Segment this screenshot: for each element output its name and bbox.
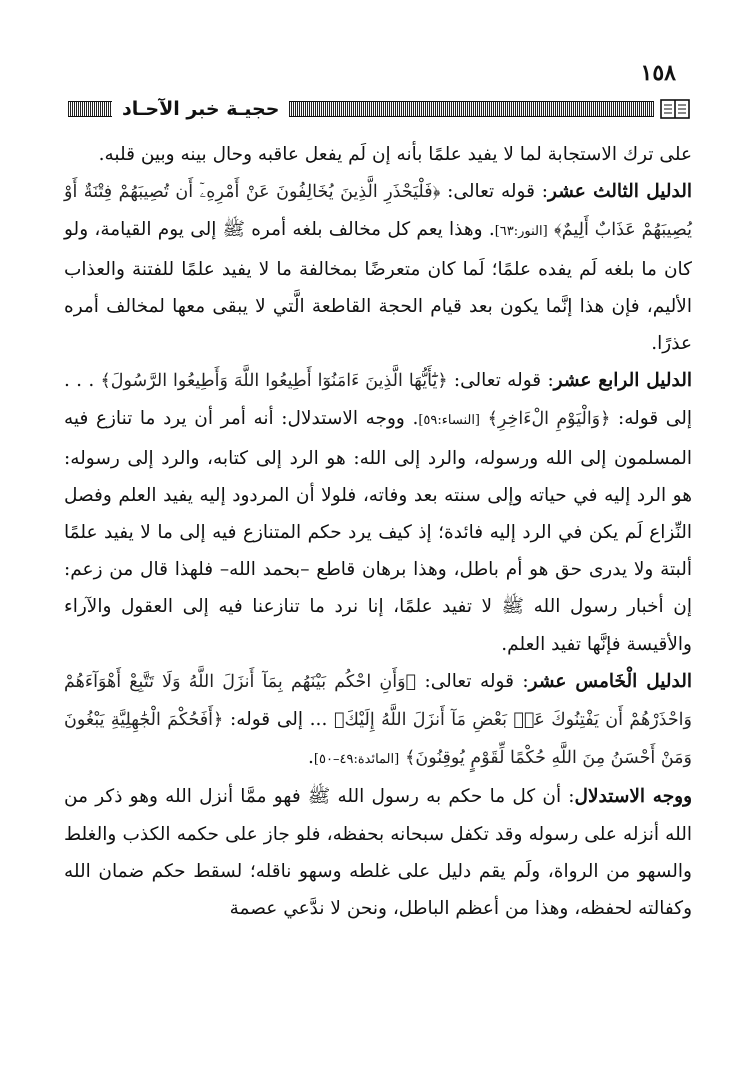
verse-reference: [النور:٦٣] [494,224,548,240]
paragraph-text: . ووجه الاستدلال: أنه أمر أن يرد ما تنازع فيه المسلمون إلى الله ورسوله، والرد إلى الله: هو الرد إلى كتابه، والرد إلى رسوله: هو الرد إليه في حياته وإلى سنته بعد وفاته، فلولا أن المردود إليه يفيد العلم وفصل النِّزاع لَم يكن في الرد إليه فائدة؛ إذ كيف يرد حكم المتنازع فيه إلى ما لا يفيد علمًا ألبتة ولا يدرى حق هو أم باطل، وهذا برهان قاطع –بحمد الله– فلهذا قال من زعم: إن أخبار رسول الله ﷺ لا تفيد علمًا، إنا نرد ما تنازعنا فيه إلى العقول والآراء والأقيسة فإنَّها تفيد العلم. [64,408,692,655]
quran-quote: ﴿وَالْيَوْمِ الْءَاخِرِ﴾ [487,409,611,430]
paragraph [64,136,692,173]
quran-quote: ﴿أَفَحُكْمَ الْجَٰهِلِيَّةِ يَبْغُونَ وَمَنْ أَحْسَنُ مِنَ اللَّهِ حُكْمًا لِّقَوْمٍ يُوقِنُونَ﴾ [64,710,692,769]
body-text [64,136,692,927]
paragraph-heading: الدليل الْخَامس عشر [528,670,693,692]
page-number: ١٥٨ [640,60,676,86]
paragraph-text: على ترك الاستجابة لما لا يفيد علمًا بأنه إن لَم يفعل عاقبه وحال بينه وبين قلبه. [98,144,692,165]
header-rule-left [289,101,654,117]
paragraph-text: ... إلى قوله: [223,709,334,731]
paragraph [64,362,692,663]
paragraph-heading: ووجه الاستدلال [574,786,693,808]
paragraph-text: : قوله تعالى: [447,370,554,392]
verse-reference: [المائدة:٤٩–٥٠] [313,752,400,768]
running-header [62,94,690,124]
paragraph [64,173,692,362]
paragraph-text: . . . إلى قوله: [64,370,692,430]
paragraph [64,663,692,779]
paragraph-text: : قوله تعالى: [416,670,529,692]
paragraph-text: : أن كل ما حكم به رسول الله ﷺ فهو ممَّا أنزل الله وهو ذكر من الله أنزله على رسوله وقد تكفل سبحانه بحفظه، فلو جاز على حكمه الكذب والغلط والسهو من الرواة، ولَم يقم دليل على غلطه وسهو ناقله؛ لسقط حكم ضمان الله وكفالته لحفظه، وهذا من أعظم الباطل، ونحن لا ندَّعي عصمة [64,786,692,920]
paragraph [64,778,692,927]
header-title: حجيـة خبر الآحـاد [122,98,280,120]
paragraph-text: : قوله تعالى: [440,181,548,203]
paragraph-text: . وهذا يعم كل مخالف بلغه أمره ﷺ إلى يوم القيامة، ولو كان ما بلغه لَم يفده علمًا؛ لَما كان متعرضًا بمخالفة ما لا يفيد علمًا للفتنة والعذاب الأليم، فإن هذا إنَّما يكون بعد قيام الحجة القاطعة الَّتي لا يبقى معها لمخالف أمره عذرًا. [64,219,692,355]
quran-quote: ﴿فَلْيَحْذَرِ الَّذِينَ يُخَالِفُونَ عَنْ أَمْرِهِۦٓ أَن تُصِيبَهُمْ فِتْنَةٌ أَوْ يُصِيبَهُمْ عَذَابٌ أَلِيمٌ﴾ [64,182,692,241]
paragraph-heading: الدليل الثالث عشر [547,181,692,203]
header-rule-right [68,101,112,117]
quran-quote: ﴿يَٰٓأَيُّهَا الَّذِينَ ءَامَنُوٓا أَطِيعُوا اللَّهَ وَأَطِيعُوا الرَّسُولَ﴾ [100,371,448,392]
quran-quote: ﴿وَأَنِ احْكُم بَيْنَهُم بِمَآ أَنزَلَ اللَّهُ وَلَا تَتَّبِعْ أَهْوَآءَهُمْ وَاحْذَرْهُمْ أَن يَفْتِنُوكَ عَنۢ بَعْضِ مَآ أَنزَلَ اللَّهُ إِلَيْكَ﴾ [64,671,692,731]
paragraph-text: . [308,747,314,769]
paragraph-text [480,408,488,429]
paragraph-heading: الدليل الرابع عشر [553,370,692,392]
open-book-icon [660,98,690,120]
verse-reference: [النساء:٥٩] [418,413,481,429]
